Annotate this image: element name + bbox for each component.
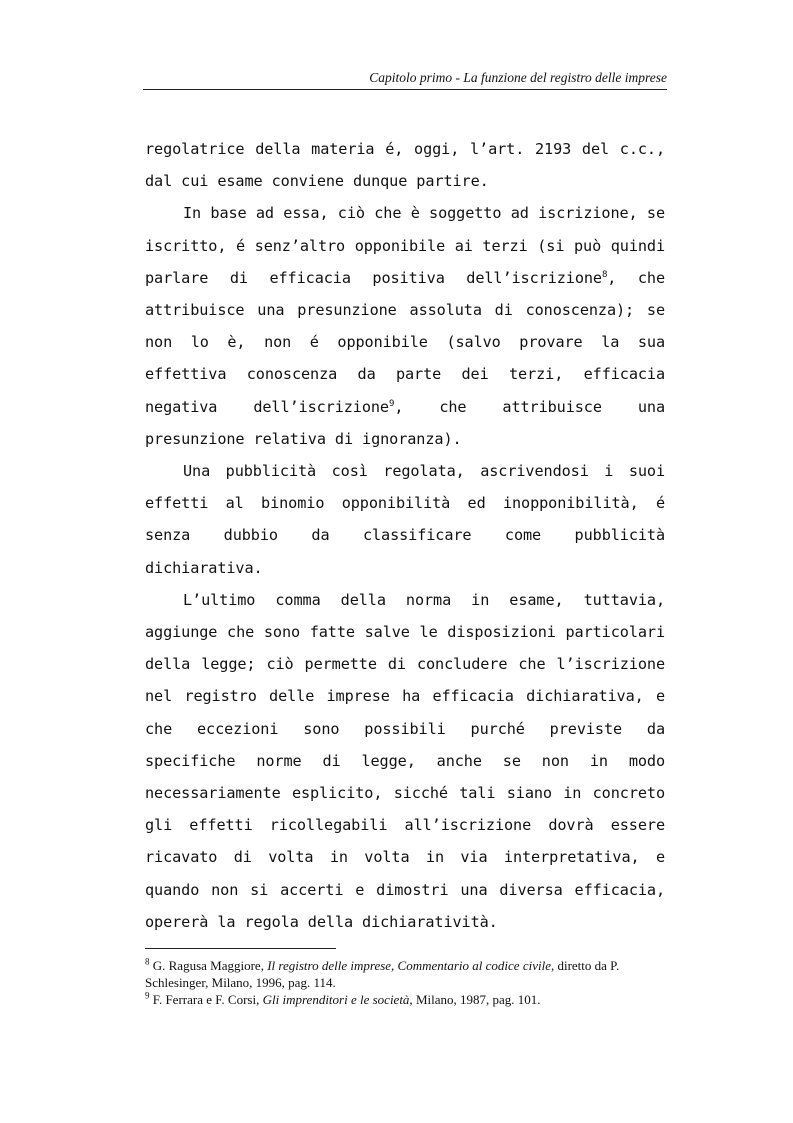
- paragraph-2-part-c: , che attribuisce una presunzione relativa di ignoranza).: [145, 397, 665, 448]
- footnote-text-post: Milano, 1987, pag. 101.: [412, 992, 541, 1007]
- footnote-text-pre: G. Ragusa Maggiore,: [149, 958, 268, 973]
- paragraph-3: Una pubblicità così regolata, ascrivendosi i suoi effetti al binomio opponibilità ed inopponibilità, é senza dubbio da classificare come pubblicità dichiarativa.: [145, 462, 665, 577]
- footnote-number: 8: [145, 956, 150, 967]
- paragraph-2: [145, 197, 665, 455]
- footnote-8: [145, 957, 667, 991]
- footnote-title: Gli imprenditori e le società,: [262, 992, 413, 1007]
- header-divider: [143, 89, 667, 90]
- running-header: Capitolo primo - La funzione del registro delle imprese: [369, 70, 667, 85]
- paragraph-4: L’ultimo comma della norma in esame, tuttavia, aggiunge che sono fatte salve le disposizioni particolari della legge; ciò permette di concludere che l’iscrizione nel registro delle imprese ha efficacia dichiarativa, e che eccezioni sono possibili purché previste da specifiche norme di legge, anche se non in modo necessariamente esplicito, sicché tali siano in concreto gli effetti ricollegabili all’iscrizione dovrà essere ricavato di volta in volta in via interpretativa, e quando non si accerti e dimostri una diversa efficacia, opererà la regola della dichiaratività.: [145, 590, 665, 931]
- footnote-text-pre: F. Ferrara e F. Corsi,: [149, 992, 263, 1007]
- footnote-title: Il registro delle imprese, Commentario al codice civile,: [267, 958, 555, 973]
- paragraph-1: regolatrice della materia é, oggi, l’art. 2193 del c.c., dal cui esame conviene dunque partire.: [145, 140, 665, 191]
- footnote-9: [145, 991, 667, 1008]
- footnote-ref-8[interactable]: 8: [601, 269, 608, 280]
- footnote-number: 9: [145, 990, 150, 1001]
- footnotes: [145, 957, 667, 1008]
- paragraph-2-part-b: , che attribuisce una presunzione assoluta di conoscenza); se non lo è, non é opponibile (salvo provare la sua effettiva conoscenza da parte dei terzi, efficacia negativa dell’iscrizione: [145, 268, 665, 416]
- paragraph-2-part-a: In base ad essa, ciò che è soggetto ad iscrizione, se iscritto, é senz’altro opponibile ai terzi (si può quindi parlare di efficacia positiva dell’iscrizione: [145, 204, 665, 287]
- footnote-text-post: diretto da P. Schlesinger, Milano, 1996, pag. 114.: [145, 958, 620, 990]
- main-text: [145, 133, 665, 938]
- footnote-divider: [145, 948, 336, 949]
- footnote-ref-9[interactable]: 9: [388, 398, 395, 409]
